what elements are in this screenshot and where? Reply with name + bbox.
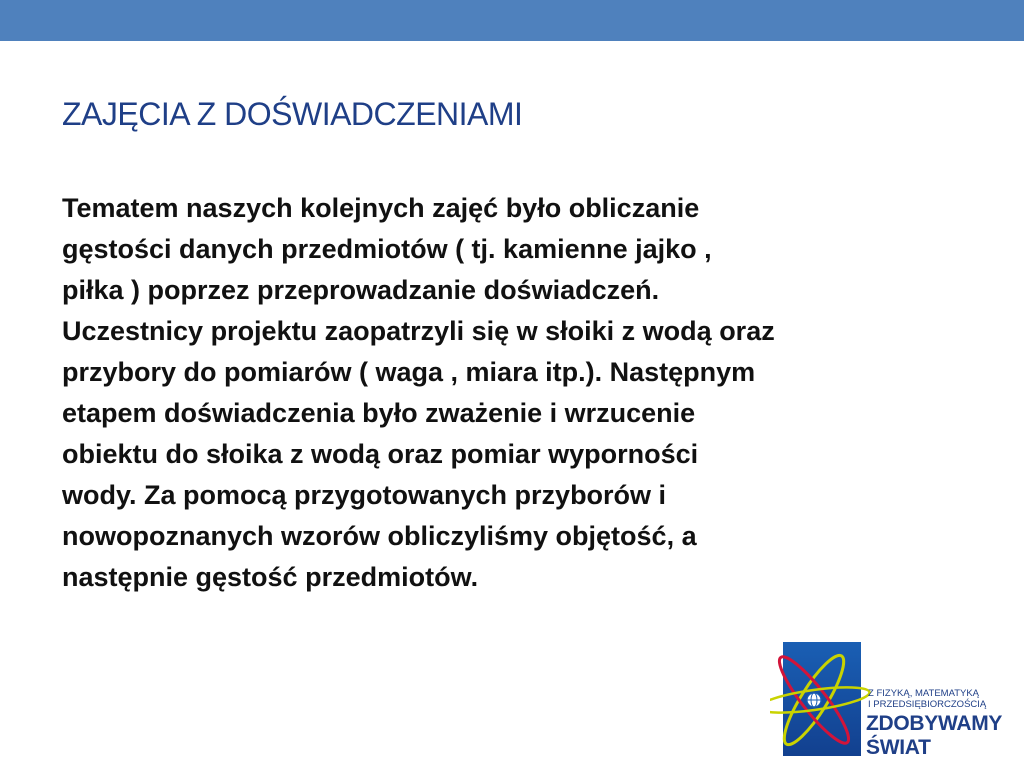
body-line: następnie gęstość przedmiotów. <box>62 562 479 592</box>
body-line: wody. Za pomocą przygotowanych przyborów i <box>62 480 667 510</box>
body-line: etapem doświadczenia było zważenie i wrzucenie <box>62 398 696 428</box>
body-line: nowopoznanych wzorów obliczyliśmy objętość, a <box>62 521 697 551</box>
project-logo <box>770 622 1024 768</box>
body-line: obiektu do słoika z wodą oraz pomiar wyporności <box>62 439 699 469</box>
top-bar <box>0 0 1024 41</box>
slide-body <box>62 188 982 598</box>
logo-tagline <box>868 688 986 710</box>
body-line: przybory do pomiarów ( waga , miara itp.). Następnym <box>62 357 756 387</box>
logo-name-line: ZDOBYWAMY <box>866 712 1003 735</box>
body-line: piłka ) poprzez przeprowadzanie doświadczeń. <box>62 275 660 305</box>
logo-name-line: ŚWIAT <box>866 736 931 759</box>
body-line: Uczestnicy projektu zaopatrzyli się w słoiki z wodą oraz <box>62 316 775 346</box>
logo-tagline-line: Z FIZYKĄ, MATEMATYKĄ <box>868 688 980 699</box>
logo-tagline-line: I PRZEDSIĘBIORCZOŚCIĄ <box>868 699 987 710</box>
body-line: gęstości danych przedmiotów ( tj. kamienne jajko , <box>62 234 712 264</box>
body-line: Tematem naszych kolejnych zajęć było obliczanie <box>62 193 700 223</box>
slide-title: ZAJĘCIA Z DOŚWIADCZENIAMI <box>62 96 523 132</box>
